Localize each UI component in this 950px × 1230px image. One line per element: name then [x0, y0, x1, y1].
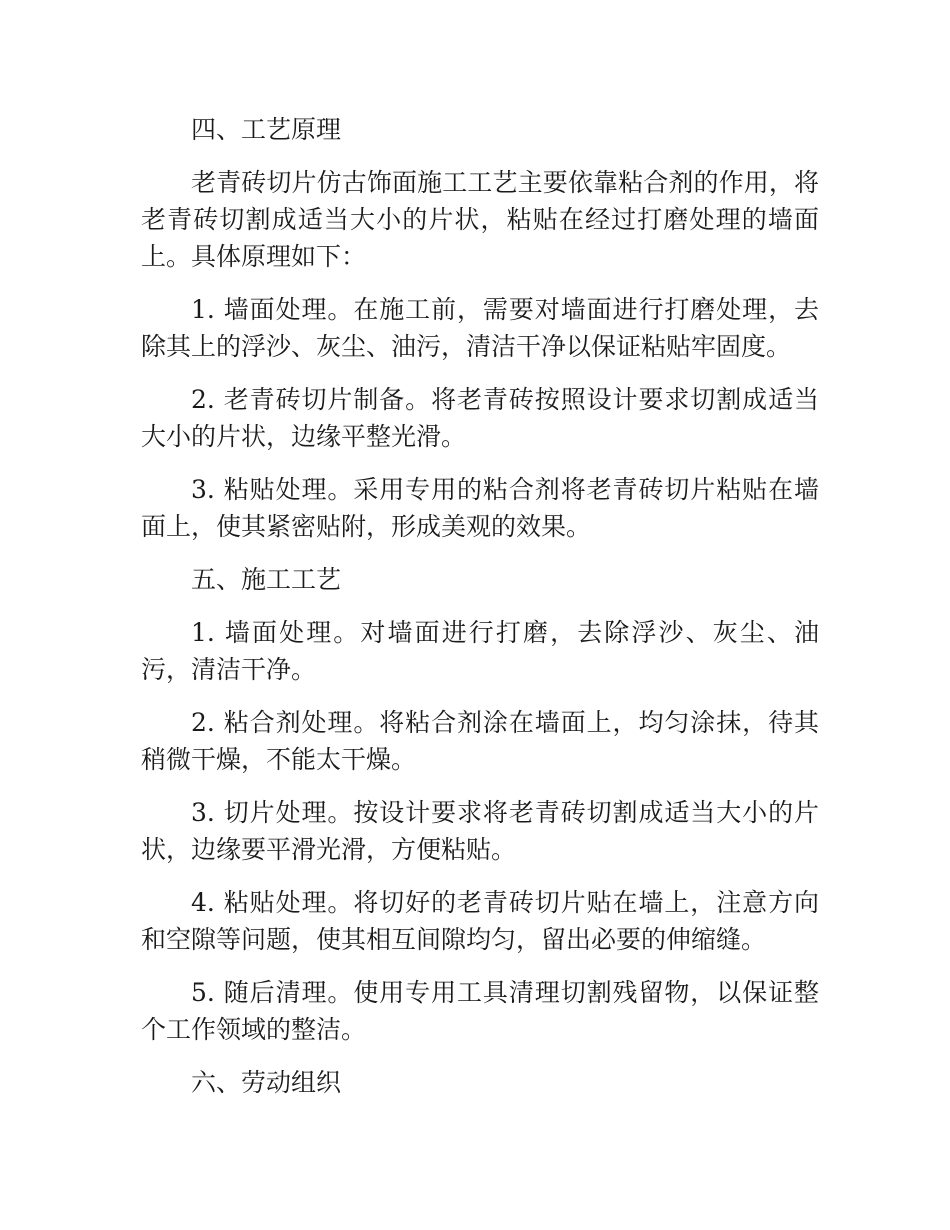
principle-item-3: 3. 粘贴处理。采用专用的粘合剂将老青砖切片粘贴在墙面上，使其紧密贴附，形成美观的效果。 — [141, 475, 819, 541]
process-item-1: 1. 墙面处理。对墙面进行打磨，去除浮沙、灰尘、油污，清洁干净。 — [141, 618, 819, 684]
section-heading-4: 四、工艺原理 — [191, 115, 342, 144]
process-item-3: 3. 切片处理。按设计要求将老青砖切割成适当大小的片状，边缘要平滑光滑，方便粘贴。 — [141, 798, 819, 864]
process-item-2: 2. 粘合剂处理。将粘合剂涂在墙面上，均匀涂抹，待其稍微干燥，不能太干燥。 — [141, 708, 819, 774]
section-heading-6: 六、劳动组织 — [191, 1068, 342, 1097]
principle-intro: 老青砖切片仿古饰面施工工艺主要依靠粘合剂的作用，将老青砖切割成适当大小的片状，粘贴在经过打磨处理的墙面上。具体原理如下： — [141, 168, 819, 271]
process-item-4: 4. 粘贴处理。将切好的老青砖切片贴在墙上，注意方向和空隙等问题，使其相互间隙均匀，留出必要的伸缩缝。 — [141, 888, 819, 954]
principle-item-2: 2. 老青砖切片制备。将老青砖按照设计要求切割成适当大小的片状，边缘平整光滑。 — [141, 385, 819, 451]
section-heading-5: 五、施工工艺 — [191, 565, 342, 594]
principle-item-1: 1. 墙面处理。在施工前，需要对墙面进行打磨处理，去除其上的浮沙、灰尘、油污，清洁干净以保证粘贴牢固度。 — [141, 295, 819, 361]
process-item-5: 5. 随后清理。使用专用工具清理切割残留物，以保证整个工作领域的整洁。 — [141, 978, 819, 1044]
